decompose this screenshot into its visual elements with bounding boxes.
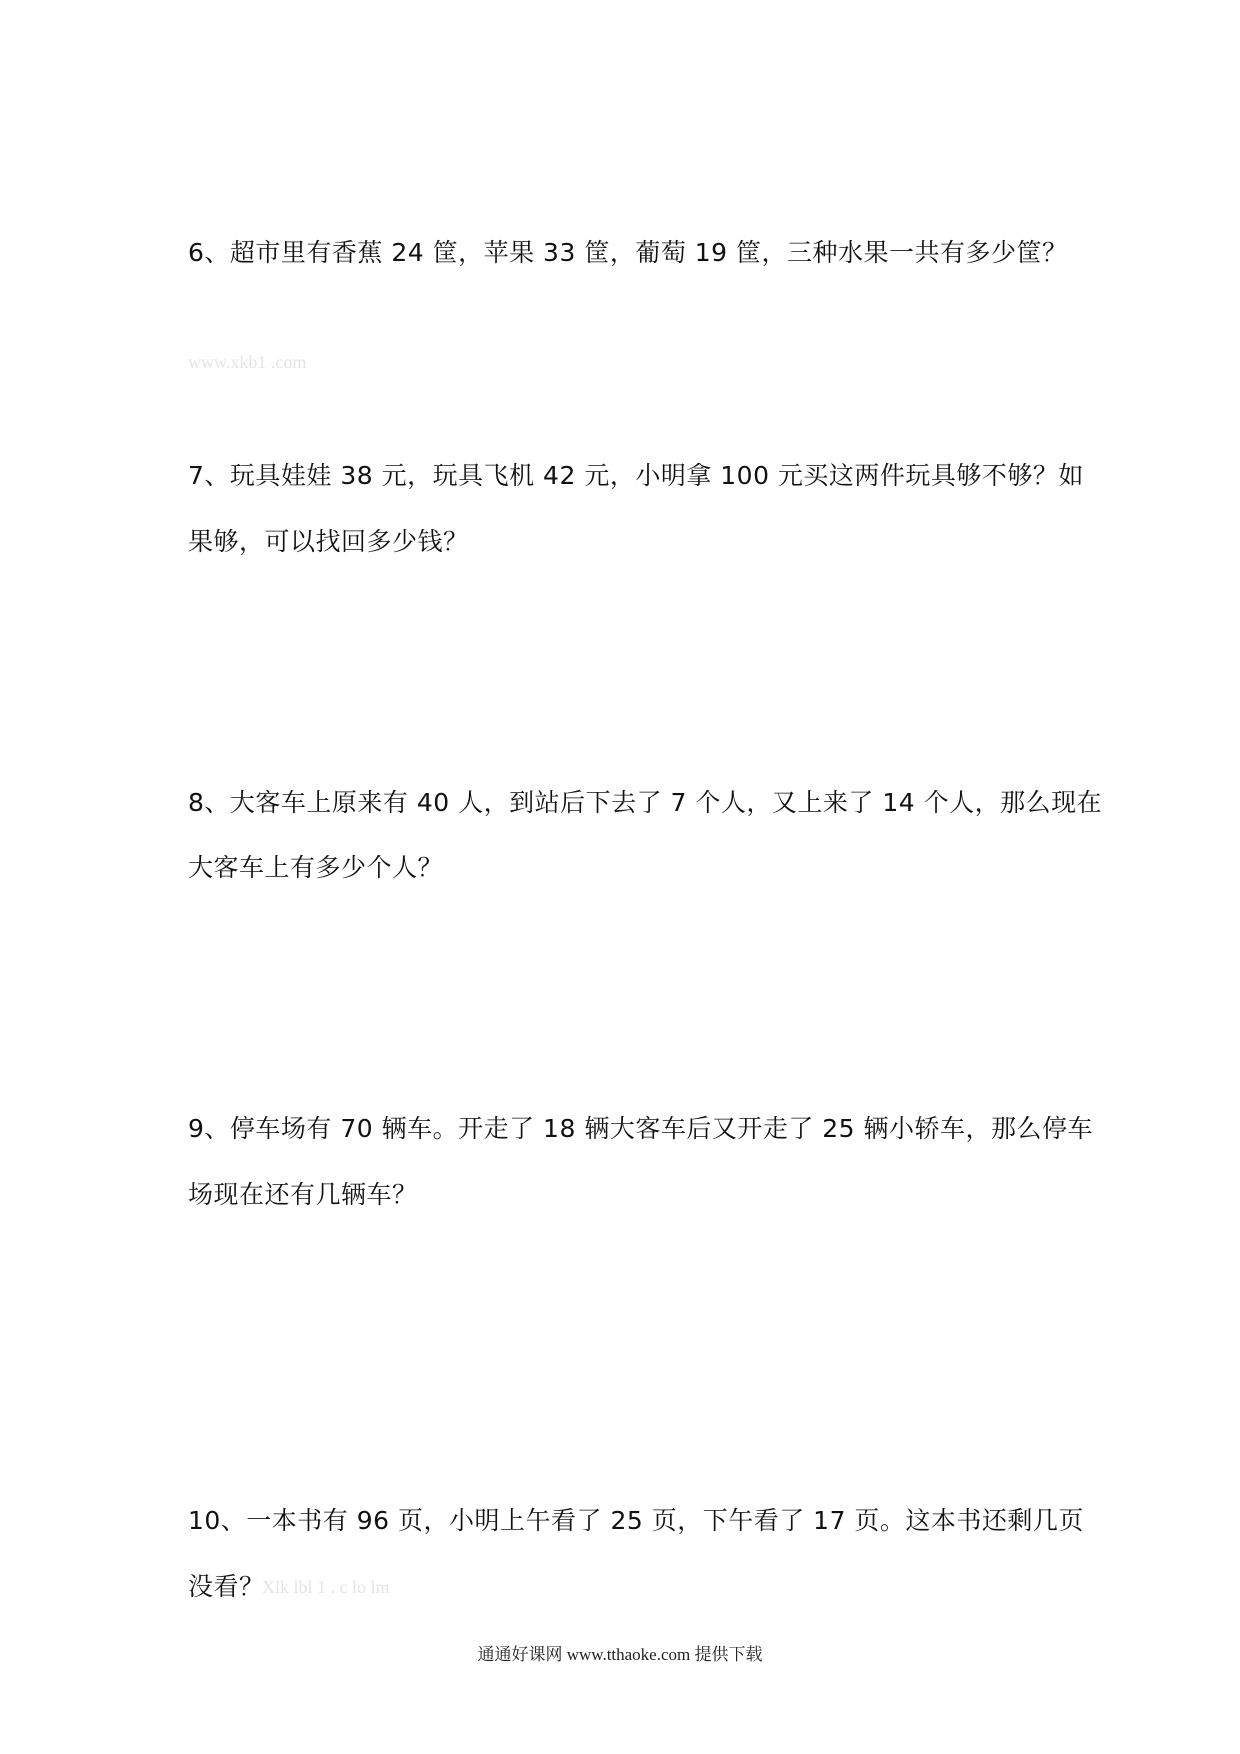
problem-6-line-1: 6、超市里有香蕉 24 筐，苹果 33 筐，葡萄 19 筐，三种水果一共有多少筐？ [188,238,1068,267]
problem-9-line-1: 9、停车场有 70 辆车。开走了 18 辆大客车后又开走了 25 辆小轿车，那么停车 [188,1114,1094,1143]
problem-8-line-1: 8、大客车上原来有 40 人，到站后下去了 7 个人，又上来了 14 个人，那么现在 [188,788,1103,817]
problem-7-line-2: 果够，可以找回多少钱？ [188,527,469,556]
problem-10-line-2: 没看？ [188,1572,265,1601]
problem-9-line-2: 场现在还有几辆车？ [188,1180,418,1209]
problem-10-line-1: 10、一本书有 96 页，小明上午看了 25 页，下午看了 17 页。这本书还剩几页 [188,1506,1084,1535]
footer-credit: 通通好课网 www.tthaoke.com 提供下载 [477,1645,763,1664]
problem-8-line-2: 大客车上有多少个人？ [188,853,444,882]
watermark-upper: www.xkb1 .com [188,352,307,372]
watermark-lower: Xlk lbl 1 . c lo lm [262,1577,390,1597]
problem-7-line-1: 7、玩具娃娃 38 元，玩具飞机 42 元，小明拿 100 元买这两件玩具够不够？如 [188,461,1084,490]
